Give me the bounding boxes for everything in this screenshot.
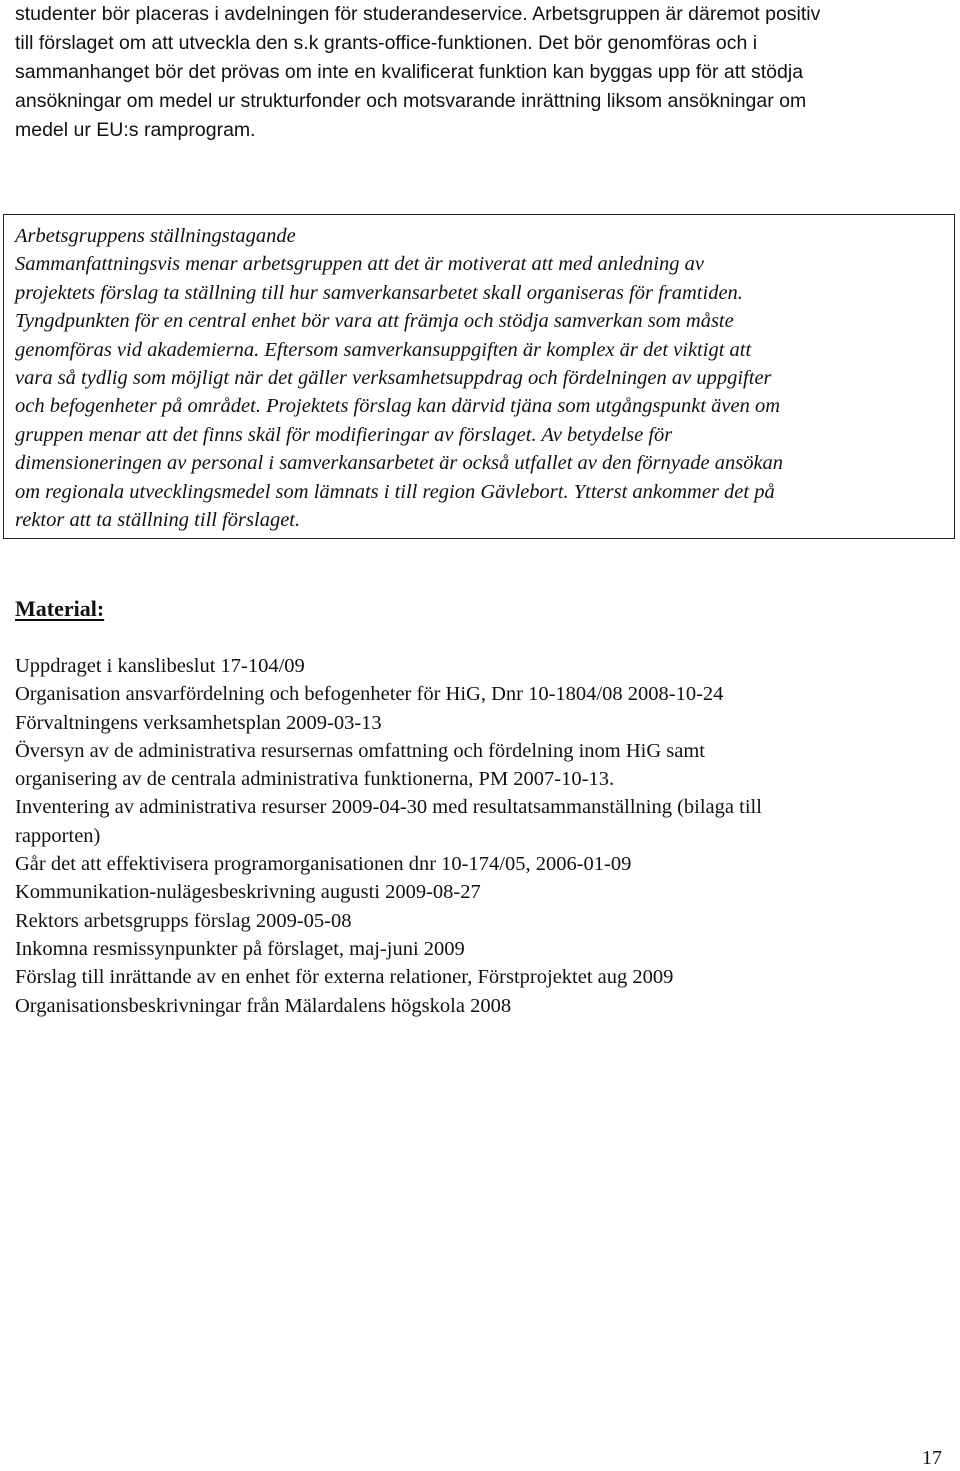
material-item: Förslag till inrättande av en enhet för externa relationer, Förstprojektet aug 2009: [15, 966, 674, 989]
intro-paragraph: [15, 0, 950, 145]
material-item: Organisation ansvarfördelning och befogenheter för HiG, Dnr 10-1804/08 2008-10-24: [15, 683, 724, 706]
intro-line: till förslaget om att utveckla den s.k grants-office-funktionen. Det bör genomföras och i: [15, 32, 758, 54]
position-box-line: genomföras vid akademierna. Eftersom samverkansuppgiften är komplex är det viktigt att: [15, 338, 752, 361]
position-box-line: dimensioneringen av personal i samverkansarbetet är också utfallet av den förnyade ansökan: [15, 452, 784, 475]
position-box-line: rektor att ta ställning till förslaget.: [15, 509, 301, 532]
position-box-line: Tyngdpunkten för en central enhet bör vara att främja och stödja samverkan som måste: [15, 310, 734, 333]
intro-line: medel ur EU:s ramprogram.: [15, 119, 256, 141]
position-box-line: Sammanfattningsvis menar arbetsgruppen att det är motiverat att med anledning av: [15, 253, 704, 276]
position-box-title: Arbetsgruppens ställningstagande: [15, 225, 296, 247]
material-item: Inkomna resmissynpunkter på förslaget, maj-juni 2009: [15, 937, 465, 960]
material-heading: Material:: [15, 596, 105, 621]
material-item: Inventering av administrativa resurser 2009-04-30 med resultatsammanställning (bilaga till: [15, 796, 762, 819]
position-box-line: projektets förslag ta ställning till hur samverkansarbetet skall organiseras för framtiden.: [15, 281, 743, 304]
position-box-line: om regionala utvecklingsmedel som lämnats i till region Gävlebort. Ytterst ankommer det på: [15, 480, 775, 503]
position-box: [15, 222, 950, 534]
intro-line: studenter bör placeras i avdelningen för studerandeservice. Arbetsgruppen är däremot positiv: [15, 3, 821, 25]
material-item: Uppdraget i kanslibeslut 17-104/09: [15, 655, 305, 677]
material-item: organisering av de centrala administrativa funktionerna, PM 2007-10-13.: [15, 768, 615, 791]
position-box-line: och befogenheter på området. Projektets förslag kan därvid tjäna som utgångspunkt även om: [15, 395, 781, 418]
material-item: Går det att effektivisera programorganisationen dnr 10-174/05, 2006-01-09: [15, 853, 632, 876]
intro-line: ansökningar om medel ur strukturfonder och motsvarande inrättning liksom ansökningar om: [15, 90, 807, 112]
material-item: Kommunikation-nulägesbeskrivning augusti 2009-08-27: [15, 881, 481, 904]
material-item: Översyn av de administrativa resursernas omfattning och fördelning inom HiG samt: [15, 739, 706, 762]
material-item: rapporten): [15, 824, 101, 847]
position-box-line: vara så tydlig som möjligt när det gäller verksamhetsuppdrag och fördelningen av uppgifter: [15, 367, 772, 390]
position-box-line: gruppen menar att det finns skäl för modifieringar av förslaget. Av betydelse för: [15, 423, 673, 446]
material-list: [15, 652, 950, 1020]
material-item: Organisationsbeskrivningar från Mälardalens högskola 2008: [15, 994, 512, 1017]
material-item: Rektors arbetsgrupps förslag 2009-05-08: [15, 909, 352, 932]
material-item: Förvaltningens verksamhetsplan 2009-03-13: [15, 711, 382, 734]
page-number: 17: [922, 1447, 942, 1469]
intro-line: sammanhanget bör det prövas om inte en kvalificerat funktion kan byggas upp för att stödja: [15, 61, 804, 83]
